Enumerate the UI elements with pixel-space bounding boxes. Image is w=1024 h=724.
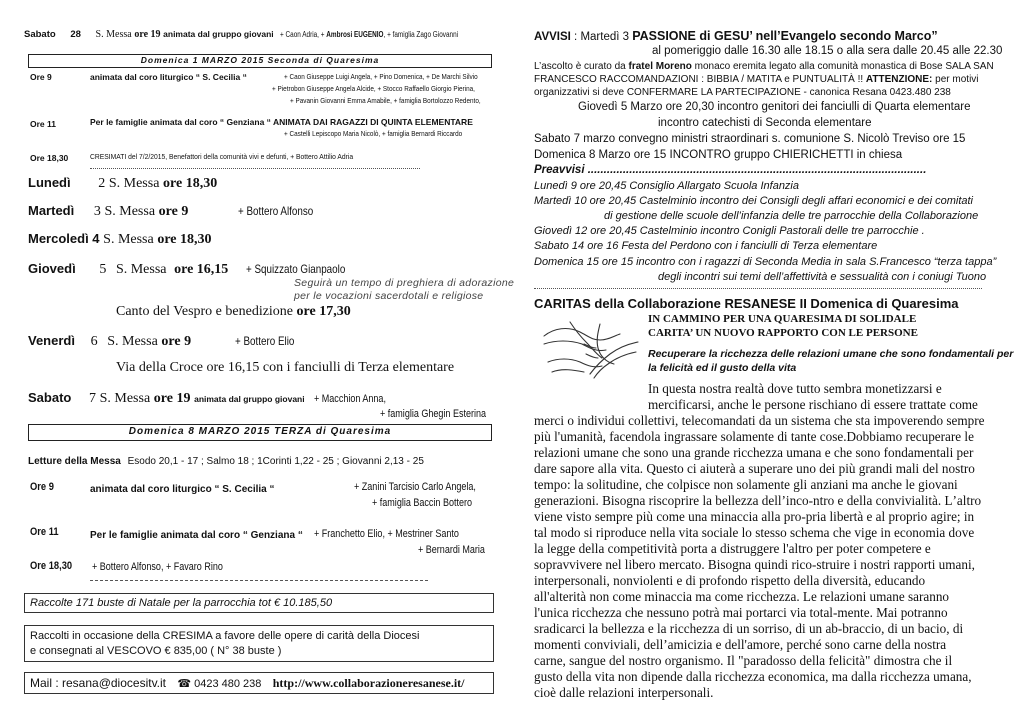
d8-ore9-desc: animata dal coro liturgico “ S. Cecilia “: [90, 484, 275, 495]
body-line: l'unica ricchezza che nessuno potrà mai portarci via total-mente. Mai potranno: [534, 605, 948, 620]
body-line: momenti conviviali, dellʼamicizia e dell'amore, perché sono carne della nostra: [534, 637, 947, 652]
day-label: Martedì: [28, 203, 75, 218]
d1-ore9-desc: animata dal coro liturgico “ S. Cecilia “: [90, 72, 247, 82]
preavviso-martedi-10-2: di gestione delle scuole dell’infanzia delle tre parrocchie della Collaborazione: [604, 210, 979, 222]
messa-label: S. Messa: [95, 29, 132, 40]
messa-label: S. Messa: [99, 391, 151, 406]
caritas-caps-2: CARITA’ UN NUOVO RAPPORTO CON LE PERSONE: [648, 327, 918, 339]
day-label: Venerdì: [28, 333, 75, 348]
messa-time: ore 18,30: [163, 176, 218, 191]
preavviso-giovedi-12: Giovedì 12 ore 20,45 Castelminio incontro Conigli Pastorali delle tre parrocchie .: [534, 225, 925, 237]
phone-text: ☎ 0423 480 238: [177, 678, 262, 690]
preavviso-sabato-14: Sabato 14 ore 16 Festa del Perdono con i fanciulli di Terza elementare: [534, 240, 878, 252]
body-line: cioè dalle relazioni interpersonali.: [534, 685, 714, 700]
day-number: 6: [90, 334, 98, 349]
messa-time: ore 18,30: [157, 232, 212, 247]
d8-ore9-time: Ore 9: [30, 481, 54, 493]
body-line: sopravvivere nel libero mercato. Bisogna quindi rico-struire i nostri rapporti umani,: [534, 557, 975, 572]
domenica-8-avviso: Domenica 8 Marzo ore 15 INCONTRO gruppo CHIERICHETTI in chiesa: [534, 149, 903, 161]
venerdi-row: [28, 333, 307, 350]
sabato-7-row: [28, 390, 402, 407]
sabato-7-intentions-2: + famiglia Ghegin Esterina: [380, 408, 487, 420]
separator-dots: [534, 288, 982, 289]
d8-ore1830-time: Ore 18,30: [30, 560, 73, 572]
mercoledi-row: [28, 231, 212, 248]
day-number: 5: [99, 262, 107, 277]
messa-time: ore 19: [153, 391, 191, 406]
mail-text[interactable]: Mail : resana@diocesitv.it: [30, 676, 167, 690]
animata-label: animata dal gruppo giovani: [163, 29, 274, 39]
d1-ore11-time: Ore 11: [30, 119, 56, 129]
d8-ore1830-names: + Bottero Alfonso, + Favaro Rino: [92, 561, 223, 573]
day-label: Sabato: [24, 29, 56, 40]
hands-illustration: [540, 318, 642, 380]
body-line: In questa nostra realtà dove tutto sembra monetizzarsi e: [648, 381, 942, 396]
avvisi-line-1: AVVISI : Martedì 3 PASSIONE di GESU’ nell’Evangelo secondo Marco”: [534, 29, 938, 43]
preavviso-domenica-15-2: degli incontri sui temi dell’affettività e sessualità con i coniugi Tuono: [658, 271, 987, 283]
cresima-line-2: e consegnati al VESCOVO € 835,00 ( N° 38 buste ): [30, 645, 282, 657]
body-line: gusto della vita non dipende dalla ricchezza economica, ma dalla ricchezza umana,: [534, 669, 972, 684]
contacts-box: [24, 672, 494, 694]
separator-dots: [90, 168, 420, 169]
giovedi-5-line-1: Giovedì 5 Marzo ore 20,30 incontro genitori dei fanciulli di Quarta elementare: [578, 101, 971, 113]
avvisi-line-2: al pomeriggio dalle 16.30 alle 18.15 o alla sera dalle 20.45 alle 22.30: [652, 45, 1003, 57]
d8-ore11-names2: + Bernardi Maria: [418, 544, 485, 556]
letture-line: [28, 456, 424, 467]
messa-time: ore 9: [158, 204, 189, 219]
caritas-title: CARITAS della Collaborazione RESANESE II Domenica di Quaresima: [534, 296, 959, 311]
d1-ore9-time: Ore 9: [30, 72, 52, 82]
d1-ore1830-time: Ore 18,30: [30, 153, 69, 163]
messa-label: S. Messa: [107, 334, 158, 349]
letture-text: Esodo 20,1 - 17 ; Salmo 18 ; 1Corinti 1,22 - 25 ; Giovanni 2,13 - 25: [127, 456, 424, 467]
website-link[interactable]: http://www.collaborazioneresanese.it/: [272, 676, 465, 690]
messa-label: S. Messa: [115, 262, 167, 277]
ascolto-line-1: L’ascolto è curato da fratel Moreno monaco eremita legato alla comunità monastica di Bose SALA SAN: [534, 61, 994, 72]
messa-time: ore 16,15: [174, 262, 229, 277]
body-line: tempo: la solitudine, che colpisce non solamente gli anziani ma anche le giovani: [534, 477, 958, 492]
messa-time: ore 19: [134, 29, 161, 40]
d8-ore9-names2: + famiglia Baccin Bottero: [372, 497, 473, 509]
recuperare-line-2: la felicità ed il gusto della vita: [648, 362, 797, 374]
preavviso-lunedi-9: Lunedì 9 ore 20,45 Consiglio Allargato Scuola Infanzia: [534, 180, 799, 192]
letture-label: Letture della Messa: [28, 456, 121, 467]
messa-time: ore 9: [161, 334, 192, 349]
domenica-1-header: Domenica 1 MARZO 2015 Seconda di Quaresima: [28, 54, 492, 68]
intentions: + Bottero Elio: [234, 334, 295, 348]
body-line: viene visto sempre più come una minaccia alla pro-pria libertà e al proprio agire; in: [534, 509, 975, 524]
intentions-1: + Macchion Anna,: [314, 393, 387, 405]
sabato-28-line: [24, 29, 503, 40]
body-line: merci o individui collettivi, telecomandati da un sistema che sta impoverendo sempre: [534, 413, 985, 428]
d1-ore11-names: + Castelli Lepiscopo Maria Nicolò, + famiglia Bernardi Riccardo: [284, 129, 463, 138]
giovedi-5-line-2: incontro catechisti di Seconda elementare: [658, 117, 872, 129]
recuperare-line-1: Recuperare la ricchezza delle relazioni umane che sono fondamentali per: [648, 348, 1014, 360]
day-label: Mercoledì 4: [28, 231, 100, 246]
body-line: all'alterità non come minaccia ma come ricchezza. Le relazioni umane saranno: [534, 589, 950, 604]
body-line: generazioni. Bisogna riscoprire la bellezza dellʼinco-ntro e della convivialità. Lʼaltro: [534, 493, 982, 508]
d8-ore9-names1: + Zanini Tarcisio Carlo Angela,: [354, 481, 476, 493]
day-number: 2: [98, 176, 106, 191]
via-croce-line: Via della Croce ore 16,15 con i fanciulli di Terza elementare: [116, 360, 455, 375]
lunedi-row: [28, 175, 217, 192]
day-label: Giovedì: [28, 261, 76, 276]
body-line: relazioni umane che sono una grande ricchezza umana e che sono fondamentali per: [534, 445, 974, 460]
body-line: mercificarsi, anche le persone rischiano di essere trattate come: [648, 397, 978, 412]
giovedi-row: [28, 261, 367, 278]
domenica-8-header: Domenica 8 MARZO 2015 TERZA di Quaresima: [28, 424, 492, 441]
day-label: Sabato: [28, 390, 72, 405]
body-line: carne, sangue del nostro organismo. Il "paradosso della felicità" dimostra che il: [534, 653, 953, 668]
martedi-row: [28, 203, 330, 220]
d1-ore11-desc: Per le famiglie animata dal coro “ Genziana “ ANIMATA DAI RAGAZZI DI QUINTA ELEMENTARE: [90, 117, 473, 127]
avvisi-label: AVVISI: [534, 31, 571, 43]
day-number: 28: [70, 29, 81, 40]
adorazione-note-1: Seguirà un tempo di preghiera di adorazione: [294, 277, 515, 289]
ascolto-line-2: FRANCESCO RACCOMANDAZIONI : BIBBIA / MATITA e PUNTUALITÀ !! ATTENZIONE: per motivi: [534, 74, 979, 85]
intentions: + Bottero Alfonso: [237, 204, 314, 218]
sabato-7-avviso: Sabato 7 marzo convegno ministri straordinari s. comunione S. Nicolò Treviso ore 15: [534, 133, 966, 145]
raccolte-cresima-box: [24, 625, 494, 662]
body-line: interpersonali, nonviolenti e di profondo rispetto della diversità, educando: [534, 573, 926, 588]
body-line: dare sapore alla vita. Questo ci aiuterà a superare uno dei più grandi mali del nostro: [534, 461, 975, 476]
d8-ore11-time: Ore 11: [30, 526, 59, 538]
messa-label: S. Messa: [104, 204, 156, 219]
d1-ore9-names2: + Pietrobon Giuseppe Angela Alcide, + Stocco Raffaello Giorgio Pierina,: [272, 84, 475, 93]
d1-ore9-names1: + Caon Giuseppe Luigi Angela, + Pino Domenica, + De Marchi Silvio: [284, 72, 478, 81]
body-line: la legge della competitività porta a distruggere l'altro per poter competere e: [534, 541, 931, 556]
messa-label: S. Messa: [108, 176, 160, 191]
day-number: 7: [88, 391, 96, 406]
caritas-caps-1: IN CAMMINO PER UNA QUARESIMA DI SOLIDALE: [648, 313, 917, 325]
vespro-line: Canto del Vespro e benedizione ore 17,30: [116, 304, 351, 319]
d1-ore9-names3: + Pavanin Giovanni Emma Amabile, + famiglia Bortolozzo Redento,: [290, 96, 481, 105]
ascolto-line-3: organizzativi si deve CONFERMARE LA PARTECIPAZIONE - canonica Resana 0423.480 238: [534, 87, 951, 98]
intentions: + Squizzato Gianpaolo: [245, 262, 346, 276]
d8-ore11-names1: + Franchetto Elio, + Mestriner Santo: [314, 528, 459, 540]
raccolte-natale-box: Raccolte 171 buste di Natale per la parrocchia tot € 10.185,50: [24, 593, 494, 613]
body-line: sradicarci la bellezza e la ricchezza di un sorriso, di un ab-braccio, di un bacio, di: [534, 621, 964, 636]
day-label: Lunedì: [28, 175, 71, 190]
preavviso-domenica-15-1: Domenica 15 ore 15 incontro con i ragazzi di Seconda Media in sala S.Francesco “terza tappa”: [534, 256, 997, 268]
cresima-line-1: Raccolti in occasione della CRESIMA a favore delle opere di carità della Diocesi: [30, 630, 420, 642]
body-line: tal modo si riproduce nella vita sociale lo stesso schema che vige in economia dove: [534, 525, 975, 540]
messa-label: S. Messa: [103, 232, 154, 247]
separator-dashes: [90, 580, 428, 581]
d8-ore11-desc: Per le famiglie animata dal coro “ Genziana “: [90, 530, 303, 541]
animata-label: animata dal gruppo giovani: [194, 394, 305, 404]
adorazione-note-2: per le vocazioni sacerdotali e religiose: [294, 290, 484, 302]
intentions: + Caon Adria, + Ambrosi EUGENIO, + famiglia Zago Giovanni: [280, 30, 459, 39]
preavviso-martedi-10-1: Martedì 10 ore 20,45 Castelminio incontro dei Consigli degli affari economici e dei comitati: [534, 195, 974, 207]
d1-ore1830-desc: CRESIMATI del 7/2/2015, Benefattori della comunità vivi e defunti, + Bottero Attilio Adria: [90, 152, 354, 161]
day-number: 3: [93, 204, 101, 219]
preavvisi-header: Preavvisi ..........................................................................................................: [534, 164, 927, 176]
body-line: più l'umanità, facendola ingrassare solamente di tante cose.Dobbiamo recuperare le: [534, 429, 974, 444]
